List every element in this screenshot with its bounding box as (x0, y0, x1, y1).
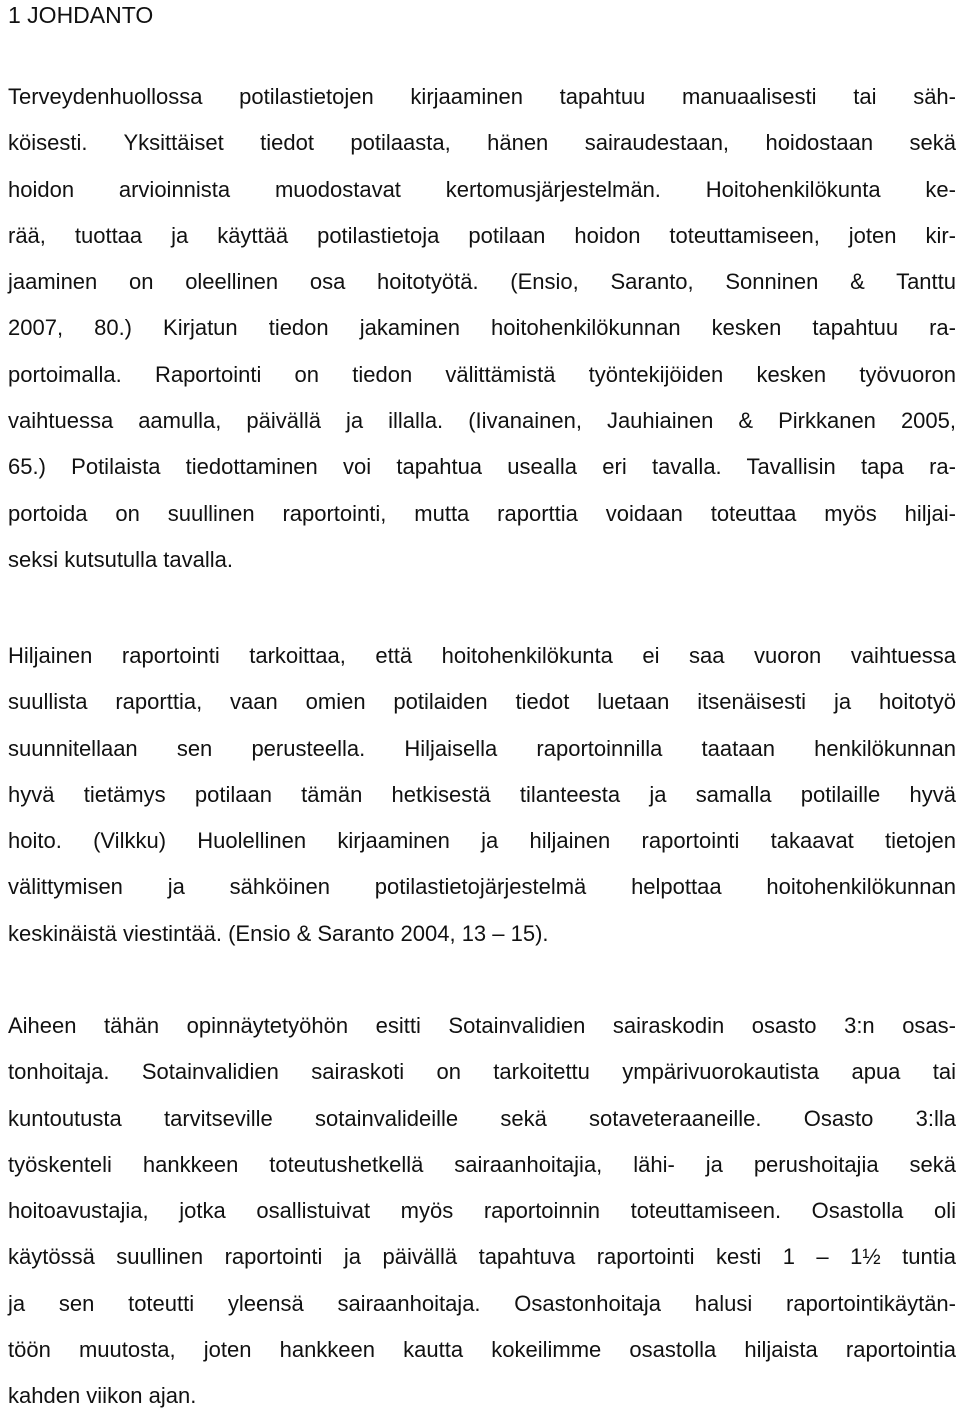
text-line: hoito. (Vilkku) Huolellinen kirjaaminen ja hiljainen raportointi takaavat tietojen (8, 828, 956, 854)
text-line: kuntoutusta tarvitseville sotainvalideille sekä sotaveteraaneille. Osasto 3:lla (8, 1105, 956, 1131)
text-line: tonhoitaja. Sotainvalidien sairaskoti on tarkoitettu ympärivuorokautista apua tai (8, 1059, 956, 1085)
text-line: välittymisen ja sähköinen potilastietojärjestelmä helpottaa hoitohenkilökunnan (8, 874, 956, 900)
paragraph-2 (8, 633, 956, 957)
text-line: kahden viikon ajan. (8, 1383, 197, 1409)
paragraph-3 (8, 1003, 956, 1420)
text-line: Terveydenhuollossa potilastietojen kirjaaminen tapahtuu manuaalisesti tai säh- (8, 84, 956, 109)
text-line: köisesti. Yksittäiset tiedot potilaasta, hänen sairaudestaan, hoidostaan sekä (8, 130, 956, 156)
text-line: rää, tuottaa ja käyttää potilastietoja potilaan hoidon toteuttamiseen, joten kir- (8, 222, 956, 248)
text-line: suunnitellaan sen perusteella. Hiljaisella raportoinnilla taataan henkilökunnan (8, 735, 956, 761)
text-line: hoidon arvioinnista muodostavat kertomusjärjestelmän. Hoitohenkilökunta ke- (8, 176, 956, 202)
chapter-heading: 1 JOHDANTO (8, 2, 154, 28)
text-line: ja sen toteutti yleensä sairaanhoitaja. Osastonhoitaja halusi raportointikäytän- (8, 1290, 956, 1316)
text-line: keskinäistä viestintää. (Ensio & Saranto 2004, 13 – 15). (8, 920, 549, 946)
text-line: työskenteli hankkeen toteutushetkellä sairaanhoitajia, lähi- ja perushoitajia sekä (8, 1151, 956, 1177)
text-line: 65.) Potilaista tiedottaminen voi tapahtua usealla eri tavalla. Tavallisin tapa ra- (8, 454, 956, 480)
text-line: töön muutosta, joten hankkeen kautta kokeilimme osastolla hiljaista raportointia (8, 1337, 956, 1363)
text-line: suullista raporttia, vaan omien potilaiden tiedot luetaan itsenäisesti ja hoitotyö (8, 689, 956, 715)
text-line: Aiheen tähän opinnäytetyöhön esitti Sotainvalidien sairaskodin osasto 3:n osas- (8, 1013, 956, 1038)
text-line: 2007, 80.) Kirjatun tiedon jakaminen hoitohenkilökunnan kesken tapahtuu ra- (8, 315, 956, 341)
text-line: Hiljainen raportointi tarkoittaa, että hoitohenkilökunta ei saa vuoron vaihtuessa (8, 643, 956, 668)
text-line: hoitoavustajia, jotka osallistuivat myös raportoinnin toteuttamiseen. Osastolla oli (8, 1198, 956, 1224)
paragraph-1 (8, 74, 956, 583)
text-line: käytössä suullinen raportointi ja päivällä tapahtuva raportointi kesti 1 – 1½ tuntia (8, 1244, 956, 1270)
text-line: portoimalla. Raportointi on tiedon välittämistä työntekijöiden kesken työvuoron (8, 361, 956, 387)
text-line: portoida on suullinen raportointi, mutta raporttia voidaan toteuttaa myös hiljai- (8, 500, 956, 526)
text-line: vaihtuessa aamulla, päivällä ja illalla. (Iivanainen, Jauhiainen & Pirkkanen 2005, (8, 408, 956, 434)
text-line: seksi kutsutulla tavalla. (8, 546, 233, 572)
text-line: jaaminen on oleellinen osa hoitotyötä. (Ensio, Saranto, Sonninen & Tanttu (8, 269, 956, 295)
text-line: hyvä tietämys potilaan tämän hetkisestä tilanteesta ja samalla potilaille hyvä (8, 781, 956, 807)
